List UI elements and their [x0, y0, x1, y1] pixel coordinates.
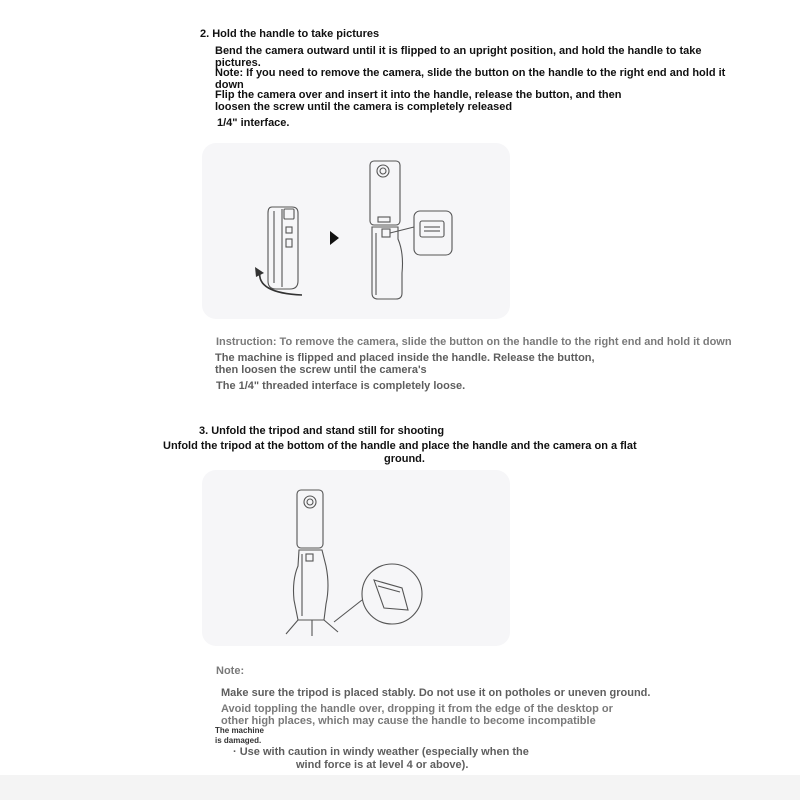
figure-camera-flip	[202, 143, 510, 319]
step3-note-label: Note:	[216, 665, 245, 677]
step2-note-line1: Note: If you need to remove the camera, slide the button on the handle to the right end and hold it	[215, 67, 726, 79]
step3-small-b: is damaged.	[215, 736, 262, 745]
step2-flip-line2: loosen the screw until the camera is completely released	[215, 101, 513, 113]
step2-line1b: pictures.	[215, 57, 261, 69]
step2-threaded: The 1/4" threaded interface is completely loose.	[216, 380, 466, 392]
step2-line1: Bend the camera outward until it is flipped to an upright position, and hold the handle to take	[215, 45, 702, 57]
curved-arrow-icon	[255, 267, 302, 295]
step3-small-a: The machine	[215, 726, 264, 735]
tripod-icon	[286, 490, 338, 636]
magnifier-icon	[334, 564, 422, 624]
play-arrow-icon	[330, 231, 339, 245]
step3-note1: Make sure the tripod is placed stably. Do not use it on potholes or uneven ground.	[221, 687, 651, 699]
step3-heading: 3. Unfold the tripod and stand still for shooting	[199, 425, 445, 437]
step3-line2: ground.	[384, 453, 425, 465]
step2-machine-line1: The machine is flipped and placed inside the handle. Release the button,	[215, 352, 595, 364]
camera-handle-icon	[268, 207, 298, 289]
step2-machine-line2: then loosen the screw until the camera's	[215, 364, 427, 376]
step2-interface: 1/4" interface.	[217, 117, 290, 129]
step3-note3b: wind force is at level 4 or above).	[296, 759, 469, 771]
step3-note2a: Avoid toppling the handle over, dropping it from the edge of the desktop or	[221, 703, 613, 715]
step2-flip-line1: Flip the camera over and insert it into the handle, release the button, and then	[215, 89, 622, 101]
step2-heading: 2. Hold the handle to take pictures	[200, 28, 380, 40]
bottom-bar	[0, 775, 800, 800]
step3-line1: Unfold the tripod at the bottom of the handle and place the handle and the camera on a flat	[163, 440, 637, 452]
step2-note-line1b: down	[215, 79, 244, 91]
step3-note2b: other high places, which may cause the handle to become incompatible	[221, 715, 596, 727]
step3-note3a: · Use with caution in windy weather (especially when the	[233, 746, 529, 758]
figure-tripod	[202, 470, 510, 646]
step2-instruction: Instruction: To remove the camera, slide the button on the handle to the right end and hold it down	[216, 336, 732, 348]
